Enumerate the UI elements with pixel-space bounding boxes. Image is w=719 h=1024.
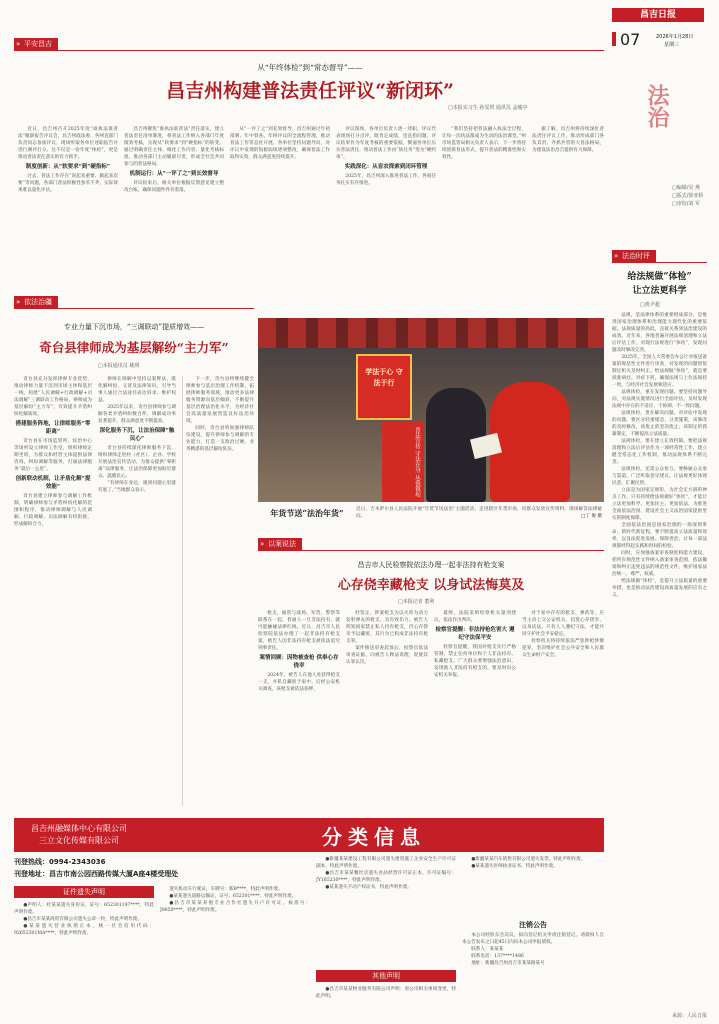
ads-category-lost xyxy=(14,886,154,898)
article2-headline: 奇台县律师成为基层解纷“主力军” xyxy=(39,340,229,355)
ads-category-cancel: 注销公告 xyxy=(519,920,547,929)
section-tag-yianshuofa xyxy=(258,538,302,550)
ads-col6: 本公司经股东会决议，拟向登记机关申请注销登记，请债权人自本公告发布之日起45日内向本公司申报债权。 联系人：某某某 联系电话：137****1486 地址：新疆昌吉州昌吉市某某路某号 xyxy=(462,933,604,966)
sidebar-headline xyxy=(612,270,707,298)
ads-col3: ●新疆某某建设工程有限公司遗失建筑施工企业安全生产许可证副本，特此声明作废。 ●昌吉市某某餐饮店遗失食品经营许可证正本，许可证编号：JY165230****，特此声明作废。 ●某某遗失不动产权证书，特此声明作废。 xyxy=(316,857,456,890)
ads-category-lost-label: 证件遗失声明 xyxy=(63,888,105,896)
page-number: 07 xyxy=(620,29,641,49)
article1-col5: “我们坚持把普法融入执法全过程，让每一次执法都成为生动的法治课堂。”州市场监管局相关负责人表示，下一步将持续创新普法形式，提升普法的精准性和实效性。 xyxy=(442,127,526,160)
section-vertical-title: 法治 xyxy=(644,84,670,128)
ads-contact xyxy=(14,856,308,880)
photo-banner-text: 普法宣传 守法在身 从我做起 xyxy=(414,427,420,497)
article2-subhead-3: 深化服务下沉，让法治保障“触民心” xyxy=(99,428,175,442)
news-photo xyxy=(258,318,604,502)
sidebar-headline-line1: 给法规做“体检” xyxy=(627,272,692,282)
article1-kicker: 从“年终体检”到“常态督导”—— xyxy=(257,63,363,72)
article3-line xyxy=(258,550,604,551)
sidebar-byline: □黄尹超 xyxy=(640,302,660,308)
article3-col2: 经鉴定，涉案枪支为以火药为动力发射弹丸的枪支，具有致伤力。被告人明知国家禁止私人持有枪支，仍心存侥幸予以藏匿，其行为已构成非法持有枪支罪。 案件移送审查起诉后，检察官依法审查证据，向被告人释法说理，促使其认罪认罚。 xyxy=(346,611,428,665)
sidebar-headline-line2: 让立法更科学 xyxy=(632,286,687,296)
article3-byline: □本报记者 董利 xyxy=(398,599,435,605)
ads-col1: ●声明人：杜某某遗失身份证，证号：652301197****，特此声明作废。 ●昌吉市某某商贸有限公司遗失公章一枚，特此声明作废。 ●某某遗失营业执照正本，统一社会信用代码：92652301MA****，特此声明作废。 xyxy=(14,903,154,936)
ads-company-line2: 三立文化传媒有限公司 xyxy=(39,836,119,845)
source-note: 来源：人民日报 xyxy=(672,1013,708,1019)
sidebar-line xyxy=(612,262,707,263)
photo-sign-board xyxy=(356,354,412,420)
section-tag-yianshuofa-label: » 以案说法 xyxy=(268,540,296,548)
editor-credit: □编辑/吴 燕 xyxy=(672,185,700,191)
ads-address: 刊登地址：昌吉市南公园西路传媒大厦A座4楼受理处 xyxy=(14,870,179,878)
article1-col4: 评议现场，各单位负责人逐一述职，评议代表现场打分点评，既肯定成绩，也直指问题。评议结果作为年度考核的重要依据，倒逼各单位压实普法责任，推动普法工作由“软任务”变为“硬约束”。 实践深化：从盲农探索到闭环管理 2025年，昌吉州深入推进普法工作，各项任务扎实有序推进。 xyxy=(336,127,436,186)
article3-subhead-2: 检察官提醒：非法持枪危害大 遵纪守法保平安 xyxy=(435,627,515,641)
page-number-box xyxy=(612,26,654,52)
section-tag-shiping-label: » 法治时评 xyxy=(622,252,650,260)
ads-title: 分类信息 xyxy=(322,824,426,849)
ads-category-other-label: 其他声明 xyxy=(372,972,400,980)
masthead-staff xyxy=(672,184,703,208)
section-tag-pingan xyxy=(14,38,58,50)
article3-col1: 枪支，通常与战场、军营、警察等联系在一起，普通人一旦非法持有，就可能触碰法律红线。近日，昌吉市人民检察院依法办理了一起非法持有枪支案，被告人因非法持有枪支被依法追究刑事责任。 案情回顾：因物被查枪 供奉心存侥幸 2024年，被告人在他人处获得枪支一支，并私自藏匿于家中。后经公安机关调查，该枪支被依法扣押。 xyxy=(258,611,340,692)
photo-caption-label xyxy=(262,504,352,534)
article3-col3: 最终，法院采纳检察机关量刑建议，依法作出判决。 检察官提醒：非法持枪危害大 遵纪守法保平安 检察官提醒，我国对枪支实行严格管制，禁止任何单位和个人非法持有、私藏枪支。广大群众要增强法治意识，发现他人非法持有枪支的，要及时向公安机关举报。 xyxy=(434,611,516,678)
masthead-logo: 昌吉日报 xyxy=(612,8,704,22)
section-line xyxy=(14,50,604,51)
photo-caption-text: 近日，吉木萨尔县人民法院开展“年货节送法治”主题活动，走进辖区年货市场，向群众发放宣传资料，现场解答法律疑问。 xyxy=(356,507,602,519)
article2-line xyxy=(14,308,254,309)
article1-subhead-3: 实践深化：从盲农探索到闭环管理 xyxy=(344,164,428,170)
section-tag-shiping xyxy=(612,250,656,262)
article2-divider xyxy=(182,376,183,806)
designer-credit: □版式/徐亚娇 xyxy=(672,193,704,199)
article1-col6: 据了解，昌吉州将持续深化普法责任评议工作，推动形成部门各负其责、齐抓共管的大普法格局，为建设法治昌吉提供有力保障。 xyxy=(532,127,604,153)
ads-company-line1: 昌吉州融媒体中心有限公司 xyxy=(31,824,127,833)
ads-col5: ●新疆某某汽车销售有限公司遗失发票，特此声明作废。 ●某某遗失医师执业证书，特此声明作废。 xyxy=(471,857,586,869)
section-tag-pingan-label: » 平安昌吉 xyxy=(24,40,52,48)
issue-weekday: 星期三 xyxy=(664,42,680,48)
ads-col2: 遗失机动车行驶证，车牌号：新B****，特此声明作废。 ●某某遗失道路运输证，证号：652301****，特此声明作废。 ●昌吉市某某养殖专业合作社遗失开户许可证，核准号：J8850****，特此声明作废。 xyxy=(160,887,310,913)
section-tag-yifazhijiang-label: » 依法治疆 xyxy=(24,298,52,306)
article2-col3: 下一步，奇台县将继续健全律师参与基层治理工作机制，拓展律师服务领域，推动更多法律服务资源向基层倾斜，不断提升基层治理法治化水平，为经济社会高质量发展营造良好法治环境。 同时，奇台县将加强律师队伍建设，提升律师参与调解的专业能力，打造一支政治过硬、业务精湛的基层解纷队伍。 xyxy=(186,377,254,452)
photo-caption-label-text: 年货节送“法治年货” xyxy=(270,508,344,518)
article2-col1: 奇台县充分发挥律师专业优势，推动律师力量下沉到市场主体和基层一线，构建“人民调解+行政调解+司法调解”三调联动工作格局，律师成为基层解纷“主力军”，有效提升矛盾纠纷化解质效。 搭建服务阵地，让律师服务“零距离” 奇台县在市场监管所、综治中心等场所设立律师工作室，组织律师定期坐班，为群众和经营主体提供法律咨询、纠纷调解等服务，打通法律服务“最后一公里”。 创新联动机制，让矛盾化解“提效能” 奇台县建立律师参与调解工作机制，明确律师参与矛盾纠纷化解的范围和程序，推动律师调解与人民调解、行政调解、司法调解有机衔接，形成解纷合力。 xyxy=(14,377,92,527)
article1-byline: □本报实习生 孙雯琪 通讯员 孟峻亭 xyxy=(448,105,528,111)
article2-subhead-2: 创新联动机制，让矛盾化解“提效能” xyxy=(15,476,91,490)
article1-subhead-1: 制度创新：从“软要求”到“硬指标” xyxy=(25,164,111,170)
section-tag-yifazhijiang xyxy=(14,296,58,308)
article1-col2: 昌吉州聚焦“谁执法谁普法”责任落实，建立普法责任清单制度，将普法工作纳入各部门年度绩效考核，实现从“软要求”到“硬指标”的转变。通过明确责任主体、细化工作内容、量化考核标准，推动各部门主动履职尽责，形成全社会共同参与的普法格局。 机制运行：从“一评了之”到长效督导 评议结束后，相关单位根据反馈意见建立整改台账，确保问题件件有着落。 xyxy=(124,127,224,193)
article1-subhead-2: 机制运行：从“一评了之”到长效督导 xyxy=(129,171,219,177)
ads-company xyxy=(14,823,144,847)
article2-kicker: 专业力量下沉市场，“三调联动”提质增效—— xyxy=(63,323,205,331)
issue-date: 2026年1月28日 xyxy=(656,34,694,40)
article3-kicker: 昌吉市人民检察院依法办理一起非法持有枪支案 xyxy=(357,561,505,569)
ads-phone: 刊登热线：0994-2343036 xyxy=(14,858,106,866)
photo-caption xyxy=(356,506,602,530)
photo-lanterns xyxy=(258,318,604,348)
article3-subhead-1: 案情回顾：因物被查枪 供奉心存侥幸 xyxy=(259,655,339,669)
photo-person-right xyxy=(490,382,570,502)
ads-category-other xyxy=(316,970,456,982)
photo-credit: □丁 俊 摄 xyxy=(580,514,602,519)
ads-col4: ●昌吉市某某物业服务有限公司声明：原公司相关事项变更，特此声明。 xyxy=(316,987,456,999)
article2-subhead-1: 搭建服务阵地，让律师服务“零距离” xyxy=(15,421,91,435)
sidebar-body: 法规，是法律体系的重要组成部分，是推进国家治理体系和治理能力现代化的重要依据。法规质量的高低，直接关系到法治建设的成效。近年来，各地普遍开展法规清理和立法后评估工作，对现行法规进行“体检”，发现问题及时修改完善。 2025年，全国人大常委会办公厅对报送备案的规范性文件进行审查，对发现的问题督促制定机关及时纠正。给法规做“体检”，就是要找准病灶、对症下药，确保法规与上位法保持一致，与经济社会发展相适应。 法规体检，重在发现问题。要坚持问题导向，对法规实施情况进行全面评估，及时发现法规中存在的不适应、不协调、不一致问题。 法规体检，贵在解决问题。对评估中发现的问题，要区分轻重缓急，分类施策，该修改的及时修改，该废止的坚决废止，该制定的抓紧制定，不断提高立法质量。 法规体检，要在建立长效机制。要把法规清理和立法后评估作为一项经常性工作，建立健全常态化工作机制，推动法规体系不断完善。 法规体检，还需公众参与。要畅通公众参与渠道，广泛听取意见建议，让法规更好体现民意、汇聚民智。 立法是为国家定规矩、为社会定方圆的神圣工作。只有持续给法规做好“体检”，才能让立法更加科学、更加民主、更加依法，为推进全面依法治国、建设社会主义法治国家提供坚实的制度保障。 全面依法治国是国家治理的一场深刻革命。新时代新征程，要不断提高立法质量和效率，以良法促进发展、保障善治，让每一部法规都经得起实践和时间的检验。 同时，应加强备案审查制度和能力建设，把所有规范性文件纳入备案审查范围，依法撤销和纠正违宪违法的规范性文件，维护国家法治统一、尊严、权威。 给法规做“体检”，是提升立法质量的重要举措，也是推动法治建设高质量发展的应有之义。 xyxy=(612,313,707,598)
article1-col3: 从“一评了之”到长效督导，昌吉州通过年初部署、年中督查、年终评议的全流程管理，推动普法工作常态化开展。各单位坚持问题导向，对评议中发现的短板弱项逐项整改，确保普法工作取得实效，群众满意度持续提升。 xyxy=(230,127,330,160)
article1-col1: 近日，昌吉州召开2025年度“谁执法谁普法”履职报告评议会，昌吉州政法委、各州直部门负责同志参加评议，现场听取各单位述职报告并进行测评打分。这不仅是一份年度“体检”，更是推动普法责任落实的有力抓手。 制度创新：从“软要求”到“硬指标” 过去，普法工作存在“说起来重要、做起来次要”等问题，各部门普法积极性参差不齐，实际效果难以量化评估。 xyxy=(18,127,118,193)
article3-headline: 心存侥幸藏枪支 以身试法悔莫及 xyxy=(337,578,525,593)
photo-sign-text: 学法于心 守法于行 xyxy=(365,367,403,387)
proofreader-credit: □审校/刘 军 xyxy=(672,201,700,207)
article3-col4: 对于家中存有的枪支、弹药等，应当主动上交公安机关，切莫心存侥幸，以身试法。只有人人遵纪守法，才能共同守护社会平安稳定。 检察机关将持续依法严惩涉枪涉爆犯罪，坚决维护社会公共安全和人民群众生命财产安全。 xyxy=(522,611,604,658)
photo-banner xyxy=(382,422,424,502)
article1-headline: 昌吉州构建普法责任评议“新闭环” xyxy=(166,80,454,102)
ads-header xyxy=(14,818,604,852)
article2-byline: □本报通讯员 姚瑛 xyxy=(98,363,140,369)
article2-col2: 律师在调解中坚持以案释法，既化解纠纷，又普及法律知识，引导当事人通过合法途径表达诉求、维护权益。 2025年以来，奇台县律师参与调解各类矛盾纠纷数百件，调解成功率显著提升，群众满意度不断提高。 深化服务下沉，让法治保障“触民心” 奇台县持续深化律师服务下沉，组织律师走进村（社区）、企业、学校开展法治宣传活动，为群众提供“零距离”法律服务，让法治保障更加贴近群众、温暖民心。 “有律师在身边，遇到问题心里就有底了。”当地群众表示。 xyxy=(98,377,176,493)
